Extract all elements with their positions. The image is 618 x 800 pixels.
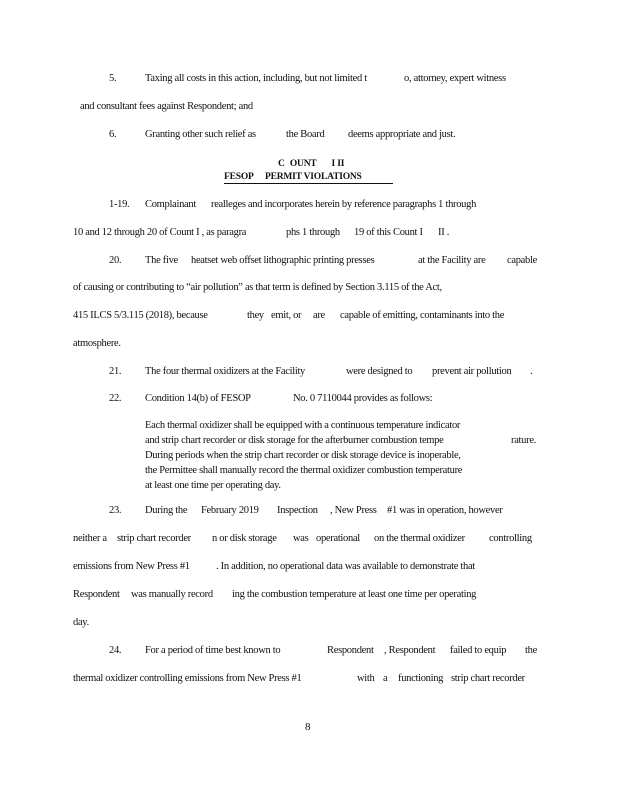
para-1-19-text: II . <box>438 227 450 238</box>
para-1-19-text: realleges and incorporates herein by reference paragraphs 1 through <box>211 199 477 210</box>
para-21-text: The four thermal oxidizers at the Facility <box>145 366 306 377</box>
para-24-text: a <box>383 673 388 684</box>
para-23-text: n or disk storage <box>212 533 277 544</box>
para-24-text: strip chart recorder <box>451 673 525 684</box>
para-5-text: o, attorney, expert witness <box>404 73 506 84</box>
quote-line: at least one time per operating day. <box>145 480 281 491</box>
count-heading <box>278 158 344 170</box>
quote-line: the Permittee shall manually record the thermal oxidizer combustion temperature <box>145 465 463 476</box>
para-23-text: Inspection <box>277 505 318 516</box>
para-20-text: they <box>247 310 264 321</box>
page-number: 8 <box>305 721 311 733</box>
para-23-text: was manually record <box>131 589 213 600</box>
para-21-number: 21. <box>109 366 122 377</box>
para-23-text: neither a <box>73 533 107 544</box>
para-24-text: with <box>357 673 375 684</box>
para-24-text: thermal oxidizer controlling emissions from New Press #1 <box>73 673 302 684</box>
para-20-text: at the Facility are <box>418 255 486 266</box>
para-23-text: operational <box>316 533 360 544</box>
para-23-text: February 2019 <box>201 505 259 516</box>
para-20-text: emit, or <box>271 310 302 321</box>
para-5-number: 5. <box>109 73 117 84</box>
para-24-text: functioning <box>398 673 444 684</box>
para-24-text: the <box>525 645 537 656</box>
para-21-text: . <box>530 366 533 377</box>
para-20-text: heatset web offset lithographic printing presses <box>191 255 375 266</box>
para-6-text: the Board <box>286 129 325 140</box>
heading-underline <box>224 183 393 184</box>
para-20-text: capable of emitting, contaminants into the <box>340 310 505 321</box>
para-1-19-number: 1-19. <box>109 199 130 210</box>
para-21-text: were designed to <box>346 366 413 377</box>
para-24-text: For a period of time best known to <box>145 645 281 656</box>
para-5-text: and consultant fees against Respondent; and <box>80 101 253 112</box>
para-24-text: , Respondent <box>384 645 436 656</box>
para-20-text: 415 ILCS 5/3.115 (2018), because <box>73 310 208 321</box>
para-22-number: 22. <box>109 393 122 404</box>
count-heading-ount: OUNT <box>289 159 317 169</box>
para-6-number: 6. <box>109 129 117 140</box>
para-21-text: prevent air pollution <box>432 366 512 377</box>
para-22-text: No. 0 7110044 provides as follows: <box>293 393 433 404</box>
para-23-text: was <box>293 533 309 544</box>
para-20-text: capable <box>507 255 537 266</box>
para-1-19-text: 10 and 12 through 20 of Count I , as paragra <box>73 227 247 238</box>
quote-line: and strip chart recorder or disk storage for the afterburner combustion tempe <box>145 435 444 446</box>
para-24-text: failed to equip <box>450 645 507 656</box>
para-23-text: . In addition, no operational data was available to demonstrate that <box>216 561 475 572</box>
para-23-text: day. <box>73 617 89 628</box>
para-23-text: During the <box>145 505 188 516</box>
quote-line: During periods when the strip chart recorder or disk storage device is inoperable, <box>145 450 461 461</box>
para-20-text: The five <box>145 255 178 266</box>
para-23-text: Respondent <box>73 589 120 600</box>
para-1-19-text: phs 1 through <box>286 227 340 238</box>
count-heading-c: C <box>278 159 285 169</box>
para-23-text: ing the combustion temperature at least one time per operating <box>232 589 477 600</box>
para-24-number: 24. <box>109 645 122 656</box>
count-subheading-fesop: FESOP <box>224 172 254 182</box>
para-6-text: Granting other such relief as <box>145 129 256 140</box>
para-23-text: emissions from New Press #1 <box>73 561 190 572</box>
para-22-text: Condition 14(b) of FESOP <box>145 393 251 404</box>
para-23-text: on the thermal oxidizer <box>374 533 465 544</box>
quote-line: rature. <box>511 435 537 446</box>
para-1-19-text: 19 of this Count I <box>354 227 423 238</box>
para-23-text: strip chart recorder <box>117 533 191 544</box>
para-20-text: atmosphere. <box>73 338 121 349</box>
count-heading-number: I II <box>331 159 345 169</box>
para-1-19-text: Complainant <box>145 199 196 210</box>
quote-line: Each thermal oxidizer shall be equipped with a continuous temperature indicator <box>145 420 461 431</box>
para-5-text: Taxing all costs in this action, including, but not limited t <box>145 73 367 84</box>
para-20-text: of causing or contributing to “air pollution” as that term is defined by Section 3.115 of the Act, <box>73 282 442 293</box>
para-24-text: Respondent <box>327 645 374 656</box>
para-6-text: deems appropriate and just. <box>348 129 456 140</box>
para-23-number: 23. <box>109 505 122 516</box>
para-23-text: , New Press <box>330 505 377 516</box>
para-20-number: 20. <box>109 255 122 266</box>
para-23-text: controlling <box>489 533 532 544</box>
para-20-text: are <box>313 310 325 321</box>
para-23-text: #1 was in operation, however <box>387 505 503 516</box>
count-subheading-violations: PERMIT VIOLATIONS <box>265 172 362 182</box>
